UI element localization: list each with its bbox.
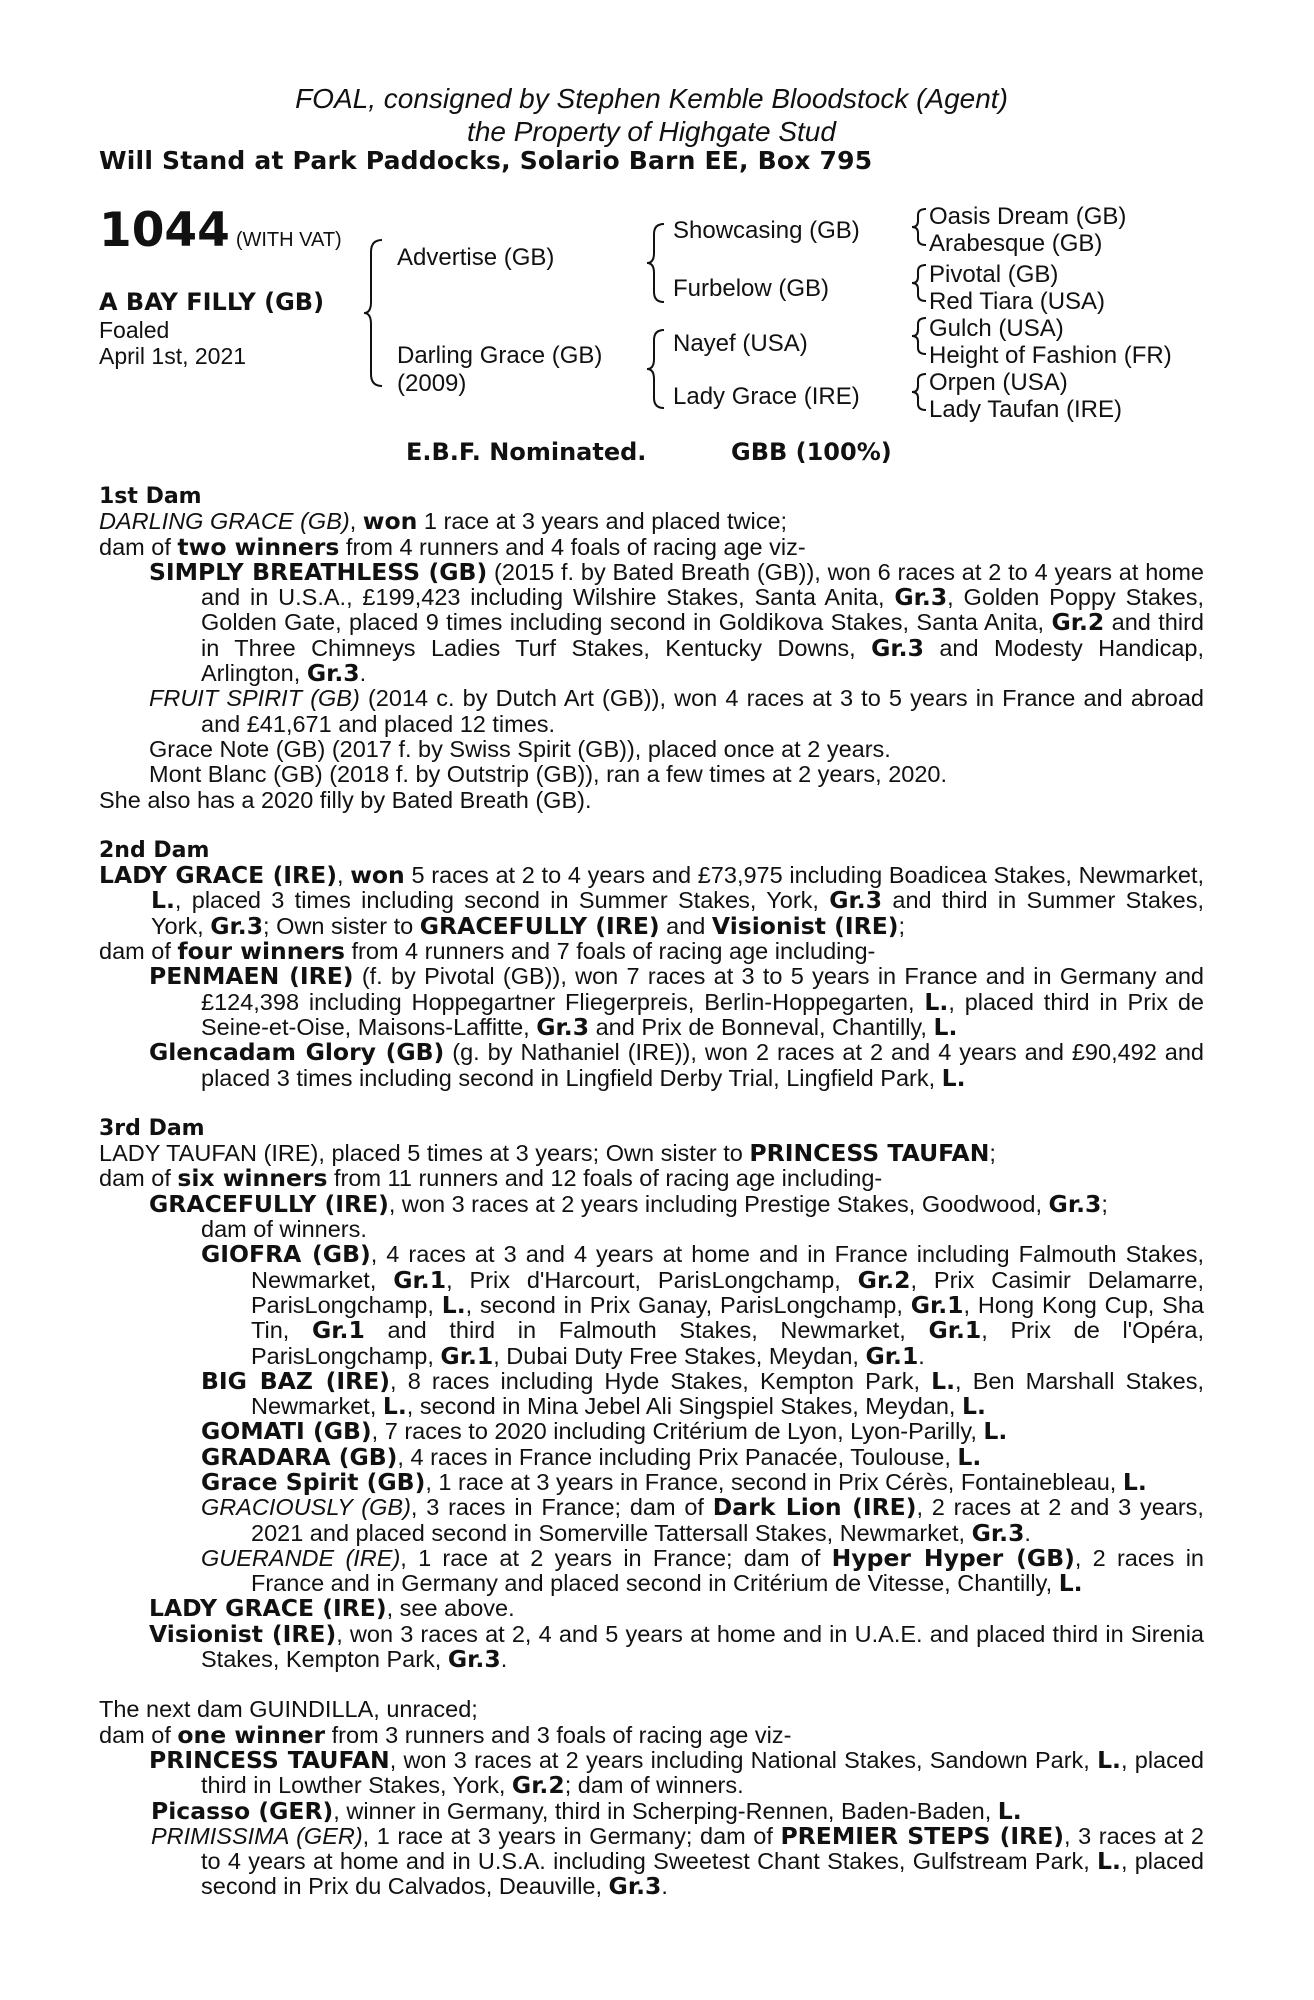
second-dam-produce-line: dam of four winners from 4 runners and 7 foals of racing age including- <box>99 937 876 966</box>
gbb-status: GBB (100%) <box>731 438 892 466</box>
produce-picasso: Picasso (GER), winner in Germany, third in Scherping-Rennen, Baden-Baden, L. <box>151 1796 1022 1825</box>
third-dam-produce-line: dam of six winners from 11 runners and 12 foals of racing age including- <box>99 1164 883 1193</box>
first-dam-produce-line: dam of two winners from 4 runners and 4 foals of racing age viz- <box>99 532 806 561</box>
second-dam-lady-grace: LADY GRACE (IRE), won 5 races at 2 to 4 years and £73,975 including Boadicea Stakes, Newmarket, L., placed 3 times including second in Summer Stakes, York, Gr.3 and third in Summer Stakes, York, Gr.3; Own sister to GRACEFULLY (IRE) and Visionist (IRE); <box>99 861 1205 940</box>
pedigree-dam-dam: Lady Grace (IRE) <box>673 383 860 410</box>
produce-giofra: GIOFRA (GB), 4 races at 3 and 4 years at home and in France including Falmouth Stakes, Newmarket, Gr.1, Prix d'Harcourt, ParisLongchamp, Gr.2, Prix Casimir Delamarre, ParisLongchamp, L., second in Prix Ganay, ParisLongchamp, Gr.1, Hong Kong Cup, Sha Tin, Gr.1 and third in Falmouth Stakes, Newmarket, Gr.1, Prix de l'Opéra, ParisLongchamp, Gr.1, Dubai Duty Free Stakes, Meydan, Gr.1. <box>201 1240 1204 1370</box>
stabling-line: Will Stand at Park Paddocks, Solario Barn EE, Box 795 <box>99 146 873 175</box>
produce-2020-filly: She also has a 2020 filly by Bated Breath (GB). <box>99 786 592 813</box>
produce-gradara: GRADARA (GB), 4 races in France including Prix Panacée, Toulouse, L. <box>201 1442 982 1471</box>
produce-gracefully: GRACEFULLY (IRE), won 3 races at 2 years including Prestige Stakes, Goodwood, Gr.3; <box>149 1189 1108 1218</box>
pedigree-g3-4: Red Tiara (USA) <box>929 288 1106 315</box>
pedigree-brace-dam <box>650 328 666 410</box>
vat-note: (WITH VAT) <box>235 229 342 251</box>
produce-primissima: PRIMISSIMA (GER), 1 race at 3 years in Germany; dam of PREMIER STEPS (IRE), 3 races at 2 to 4 years at home and in U.S.A. including Sweetest Chant Stakes, Gulfstream Park, L., placed second in Prix du Calvados, Deauville, Gr.3. <box>151 1821 1204 1901</box>
pedigree-brace-g3-3 <box>914 316 928 356</box>
pedigree-notes <box>99 484 1204 1900</box>
ebf-nomination: E.B.F. Nominated. <box>406 438 647 466</box>
pedigree-g3-6: Height of Fashion (FR) <box>929 342 1172 369</box>
lot-title: A BAY FILLY (GB) <box>99 288 325 316</box>
next-dam-produce-line: dam of one winner from 3 runners and 3 foals of racing age viz- <box>99 1720 792 1749</box>
pedigree-g3-3: Pivotal (GB) <box>929 261 1059 288</box>
foaled-date: April 1st, 2021 <box>99 343 247 369</box>
next-dam-guindilla: The next dam GUINDILLA, unraced; <box>99 1696 478 1723</box>
produce-princess-taufan: PRINCESS TAUFAN, won 3 races at 2 years including National Stakes, Sandown Park, L., placed third in Lowther Stakes, York, Gr.2; dam of winners. <box>149 1745 1205 1800</box>
pedigree-g3-2: Arabesque (GB) <box>929 230 1103 257</box>
section-heading-1st-dam: 1st Dam <box>99 484 202 509</box>
produce-guerande: GUERANDE (IRE), 1 race at 2 years in France; dam of Hyper Hyper (GB), 2 races in France and in Germany and placed second in Critérium de Vitesse, Chantilly, L. <box>201 1543 1204 1598</box>
lot-heading <box>99 203 342 258</box>
first-dam-line: DARLING GRACE (GB), won 1 race at 3 years and placed twice; <box>99 507 788 536</box>
pedigree-dam-year: (2009) <box>397 370 467 397</box>
produce-fruit-spirit: FRUIT SPIRIT (GB) (2014 c. by Dutch Art (GB)), won 4 races at 3 to 5 years in France and abroad and £41,671 and placed 12 times. <box>149 685 1204 737</box>
produce-big-baz: BIG BAZ (IRE), 8 races including Hyde Stakes, Kempton Park, L., Ben Marshall Stakes, Newmarket, L., second in Mina Jebel Ali Singspiel Stakes, Meydan, L. <box>201 1366 1204 1421</box>
pedigree-brace-main <box>368 238 384 388</box>
gracefully-dam-of-winners: dam of winners. <box>201 1216 367 1243</box>
pedigree-sire-sire: Showcasing (GB) <box>673 217 860 244</box>
property-line: the Property of Highgate Stud <box>467 116 836 147</box>
produce-graciously: GRACIOUSLY (GB), 3 races in France; dam of Dark Lion (IRE), 2 races at 2 and 3 years, 2021 and placed second in Somerville Tattersall Stakes, Newmarket, Gr.3. <box>201 1493 1204 1547</box>
pedigree-dam-sire: Nayef (USA) <box>673 330 808 357</box>
third-dam-lady-taufan: LADY TAUFAN (IRE), placed 5 times at 3 years; Own sister to PRINCESS TAUFAN; <box>99 1139 996 1168</box>
pedigree-brace-g3-1 <box>914 207 928 247</box>
pedigree-sire: Advertise (GB) <box>397 244 555 271</box>
pedigree-brace-sire <box>650 222 666 304</box>
pedigree-g3-5: Gulch (USA) <box>929 315 1064 342</box>
produce-visionist: Visionist (IRE), won 3 races at 2, 4 and 5 years at home and in U.A.E. and placed third in Sirenia Stakes, Kempton Park, Gr.3. <box>149 1619 1204 1674</box>
pedigree-brace-g3-4 <box>914 372 928 412</box>
pedigree-g3-8: Lady Taufan (IRE) <box>929 396 1122 423</box>
produce-penmaen: PENMAEN (IRE) (f. by Pivotal (GB)), won 7 races at 3 to 5 years in France and in Germany and £124,398 including Hoppegartner Fliegerpreis, Berlin-Hoppegarten, L., placed third in Prix de Seine-et-Oise, Maisons-Laffitte, Gr.3 and Prix de Bonneval, Chantilly, L. <box>149 962 1205 1041</box>
produce-mont-blanc: Mont Blanc (GB) (2018 f. by Outstrip (GB)), ran a few times at 2 years, 2020. <box>149 761 948 788</box>
pedigree-dam: Darling Grace (GB) <box>397 342 603 369</box>
consignor-line: FOAL, consigned by Stephen Kemble Bloodstock (Agent) <box>295 83 1008 114</box>
produce-gomati: GOMATI (GB), 7 races to 2020 including Critérium de Lyon, Lyon-Parilly, L. <box>201 1417 1008 1446</box>
pedigree-sire-dam: Furbelow (GB) <box>673 275 830 302</box>
produce-grace-note: Grace Note (GB) (2017 f. by Swiss Spirit (GB)), placed once at 2 years. <box>149 735 891 762</box>
foaled-label: Foaled <box>99 317 170 343</box>
pedigree-g3-7: Orpen (USA) <box>929 369 1068 396</box>
produce-simply-breathless: SIMPLY BREATHLESS (GB) (2015 f. by Bated Breath (GB)), won 6 races at 2 to 4 years at home and in U.S.A., £199,423 including Wilshire Stakes, Santa Anita, Gr.3, Golden Poppy Stakes, Golden Gate, placed 9 times including second in Goldikova Stakes, Santa Anita, Gr.2 and third in Three Chimneys Ladies Turf Stakes, Kentucky Downs, Gr.3 and Modesty Handicap, Arlington, Gr.3. <box>149 557 1204 688</box>
produce-grace-spirit: Grace Spirit (GB), 1 race at 3 years in France, second in Prix Cérès, Fontainebleau, L. <box>201 1467 1147 1496</box>
section-heading-2nd-dam: 2nd Dam <box>99 837 210 863</box>
section-heading-3rd-dam: 3rd Dam <box>99 1115 205 1141</box>
pedigree-brace-g3-2 <box>914 263 928 303</box>
pedigree-g3-1: Oasis Dream (GB) <box>929 203 1127 230</box>
produce-lady-grace-ref: LADY GRACE (IRE), see above. <box>149 1594 515 1623</box>
produce-glencadam-glory: Glencadam Glory (GB) (g. by Nathaniel (IRE)), won 2 races at 2 and 4 years and £90,492 and placed 3 times including second in Lingfield Derby Trial, Lingfield Park, L. <box>149 1038 1204 1092</box>
lot-number: 1044 <box>99 203 230 258</box>
